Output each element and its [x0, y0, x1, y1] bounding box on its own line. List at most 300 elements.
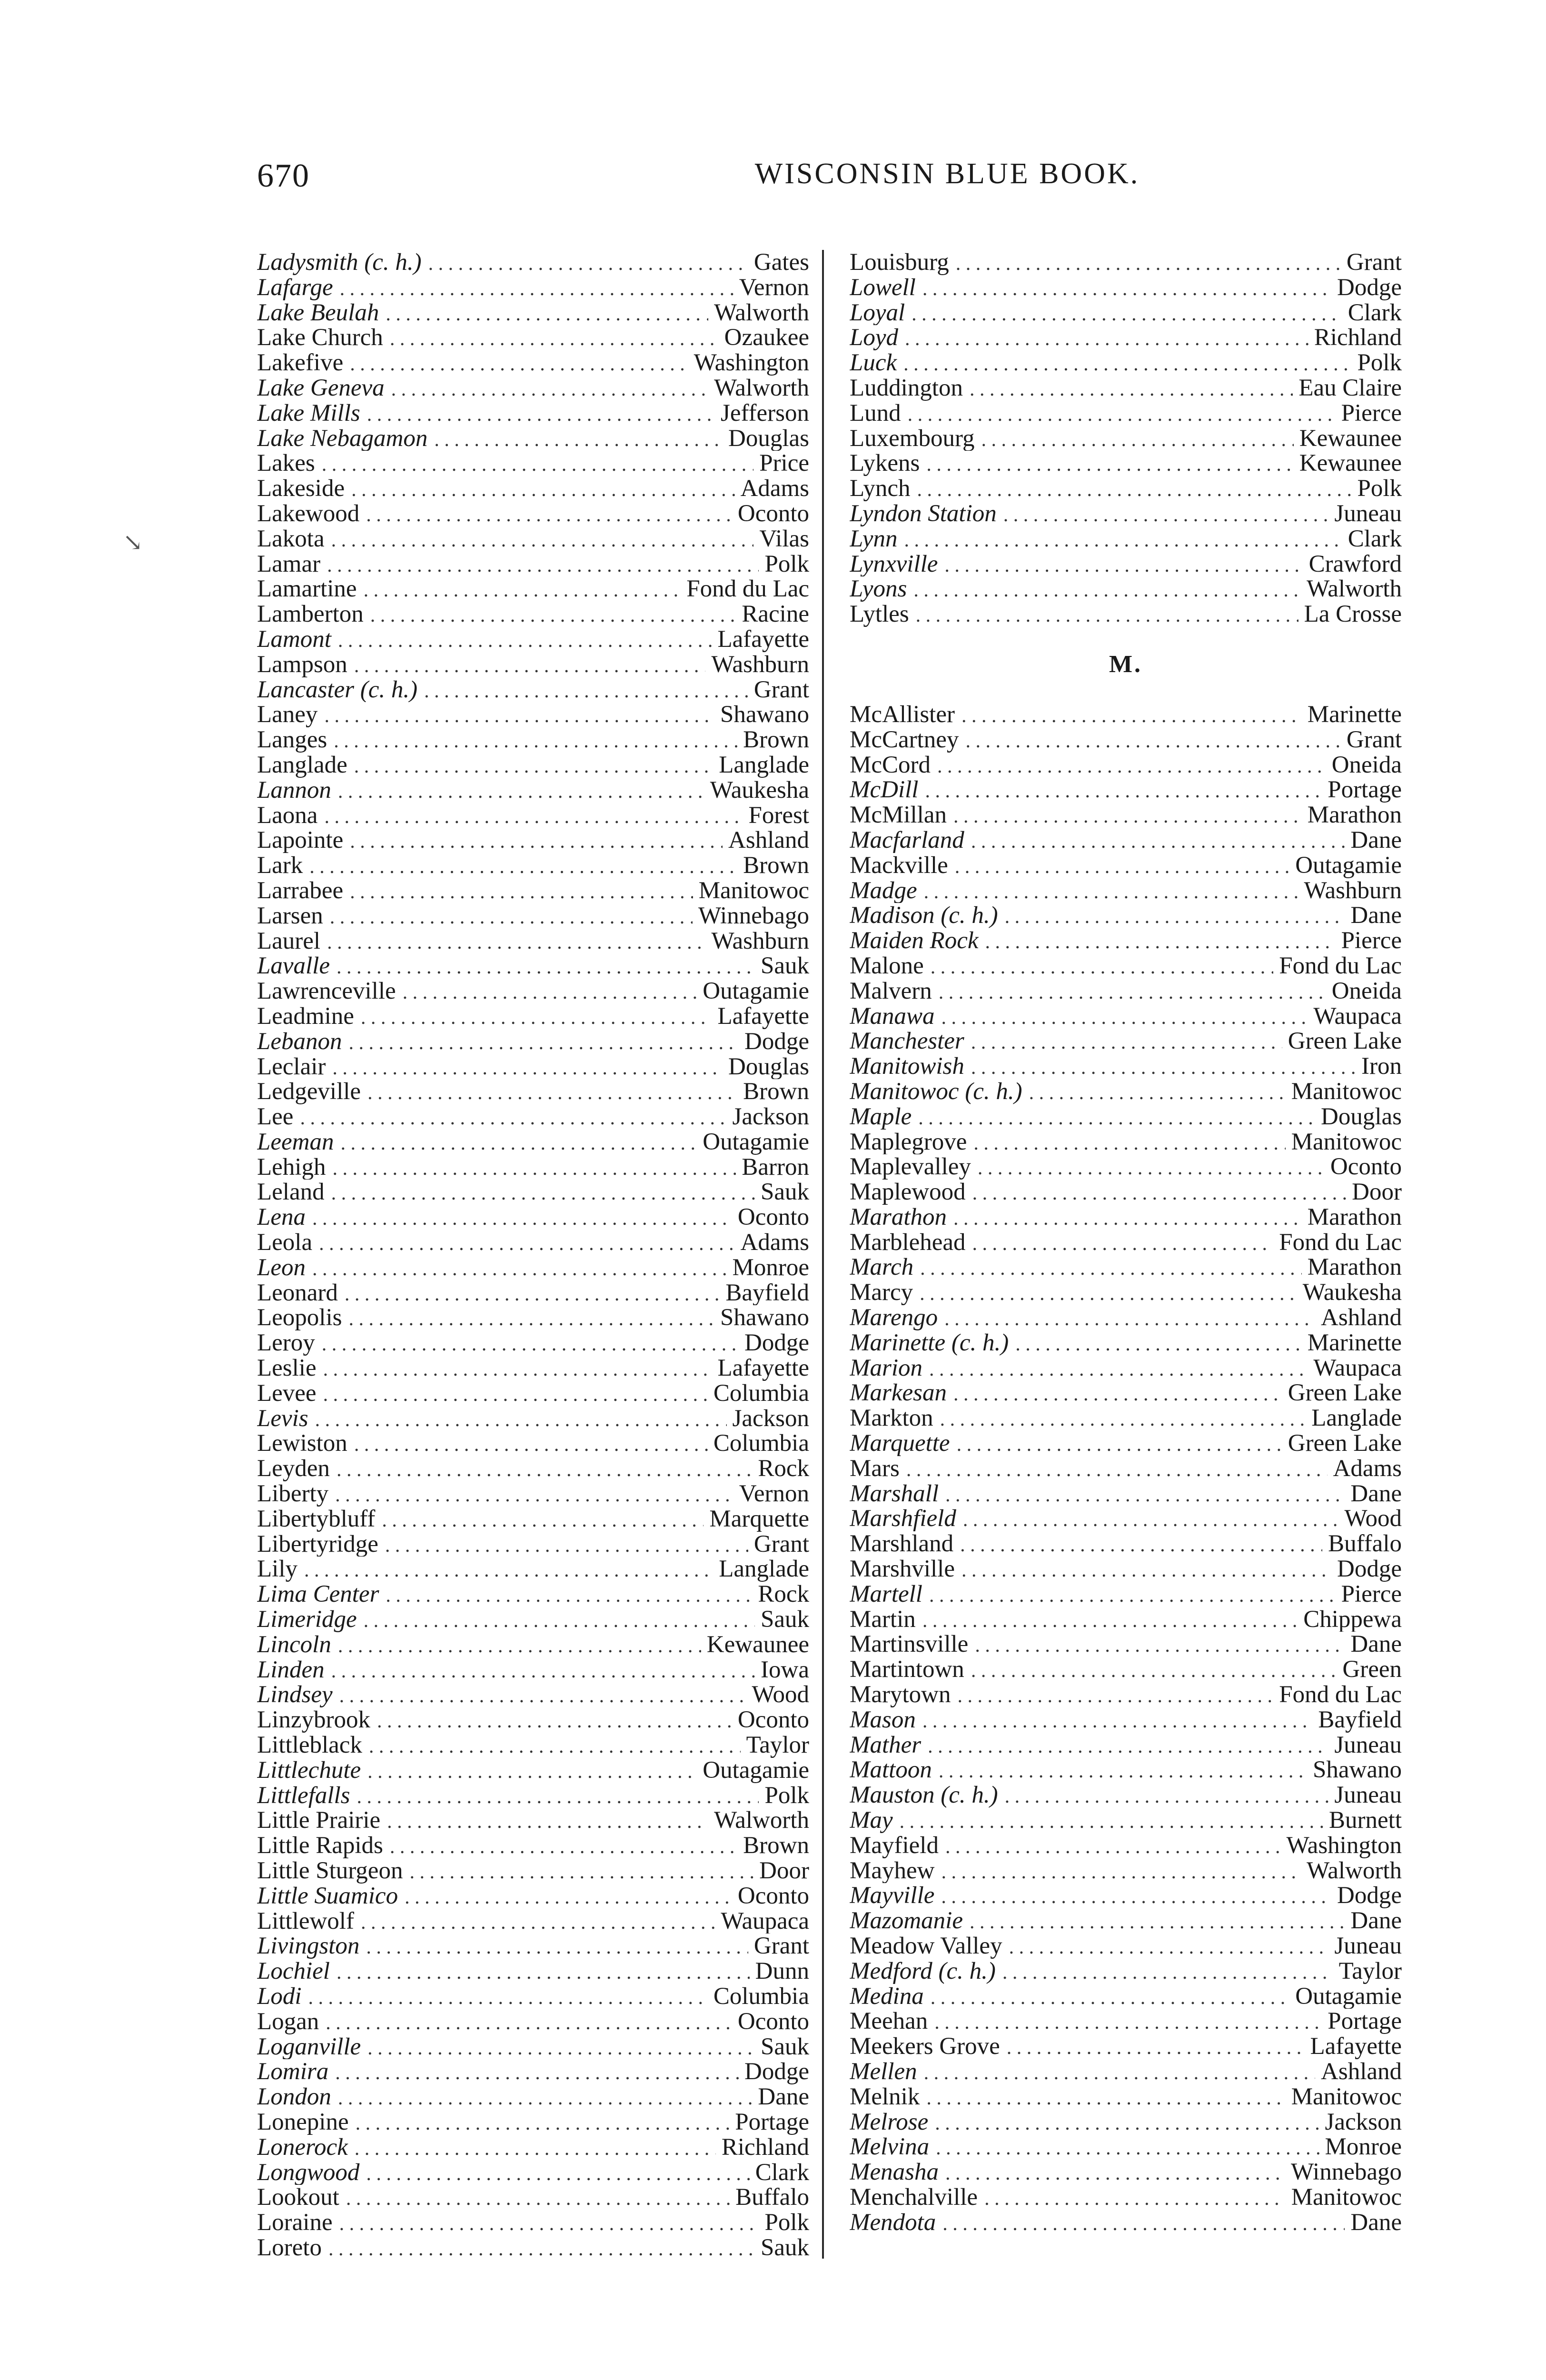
place-name: Lakes: [257, 451, 315, 476]
place-name: Lincoln: [257, 1632, 331, 1657]
gazetteer-entry: [257, 350, 809, 376]
gazetteer-entry: [257, 275, 809, 300]
gazetteer-entry: [257, 1707, 809, 1733]
county-name: Price: [759, 451, 809, 476]
place-name: Lund: [850, 400, 901, 426]
county-name: Green Lake: [1288, 1029, 1402, 1054]
county-name: Ashland: [728, 828, 809, 853]
dot-leader: [929, 1583, 1336, 1607]
place-name: Lima Center: [257, 1582, 379, 1607]
place-name: Lookout: [257, 2185, 339, 2211]
place-name: Loreto: [257, 2235, 322, 2261]
place-name: Mauston (c. h.): [850, 1783, 998, 1808]
place-name: Malvern: [850, 978, 932, 1004]
county-name: Rock: [758, 1582, 809, 1607]
gazetteer-entry: [850, 1582, 1402, 1607]
county-name: Shawano: [720, 1305, 809, 1331]
dot-leader: [354, 754, 714, 778]
dot-leader: [324, 704, 714, 727]
gazetteer-entry: [850, 1230, 1402, 1255]
gazetteer-entry: [850, 1908, 1402, 1934]
county-name: Lafayette: [717, 626, 809, 652]
county-name: Brown: [743, 853, 809, 878]
gazetteer-entry: [850, 702, 1402, 727]
dot-leader: [403, 980, 697, 1004]
place-name: Mattoon: [850, 1757, 932, 1783]
gazetteer-entry: [850, 1356, 1402, 1381]
place-name: Larrabee: [257, 878, 344, 903]
gazetteer-entry: [850, 1255, 1402, 1280]
dot-leader: [390, 327, 719, 350]
place-name: Mackville: [850, 853, 948, 878]
county-name: Bayfield: [1318, 1707, 1402, 1733]
gazetteer-entry: [257, 702, 809, 727]
gazetteer-entry: [257, 727, 809, 753]
dot-leader: [1003, 503, 1329, 526]
dot-leader: [367, 1759, 697, 1783]
dot-leader: [972, 1181, 1347, 1205]
county-name: Jackson: [732, 1104, 809, 1130]
county-name: Dane: [758, 2084, 809, 2110]
gazetteer-entry: [257, 1456, 809, 1481]
place-name: Loyd: [850, 325, 898, 351]
county-name: Dodge: [744, 2059, 809, 2085]
county-name: Green Lake: [1288, 1380, 1402, 1406]
gazetteer-entry: [850, 903, 1402, 928]
place-name: March: [850, 1255, 914, 1280]
county-name: Dane: [1350, 1632, 1402, 1657]
place-name: Luxembourg: [850, 426, 975, 451]
county-name: Oconto: [737, 1883, 809, 1909]
county-name: Racine: [742, 602, 809, 627]
dot-leader: [338, 779, 704, 803]
gazetteer-entry: [850, 1833, 1402, 1858]
gazetteer-entry: [850, 1330, 1402, 1356]
dot-leader: [913, 578, 1301, 602]
page-number: 670: [257, 158, 310, 194]
dot-leader: [339, 2211, 759, 2235]
place-name: Marshfield: [850, 1506, 956, 1532]
dot-leader: [315, 1408, 727, 1431]
place-name: Maplegrove: [850, 1129, 967, 1155]
place-name: Leslie: [257, 1356, 317, 1381]
section-letter-heading: M.: [1109, 650, 1143, 678]
county-name: Columbia: [713, 1983, 809, 2009]
dot-leader: [957, 1684, 1273, 1707]
dot-leader: [1015, 1332, 1302, 1356]
place-name: Manitowoc (c. h.): [850, 1079, 1022, 1104]
gazetteer-entry: [850, 727, 1402, 753]
dot-leader: [409, 1860, 753, 1884]
dot-leader: [346, 2186, 730, 2210]
county-name: Taylor: [746, 1733, 809, 1758]
county-name: Grant: [1346, 727, 1402, 753]
dot-leader: [351, 477, 734, 501]
county-name: Outagamie: [1295, 853, 1402, 878]
dot-leader: [355, 2136, 716, 2160]
county-name: Fond du Lac: [1279, 953, 1402, 979]
county-name: Langlade: [1311, 1406, 1402, 1431]
county-name: Kewaunee: [1299, 451, 1402, 476]
county-name: Richland: [1314, 325, 1402, 351]
county-name: Kewaunee: [1299, 426, 1402, 451]
column-divider: [822, 250, 824, 2259]
county-name: Langlade: [719, 1557, 809, 1582]
county-name: Outagamie: [703, 1129, 809, 1155]
dot-leader: [349, 1031, 739, 1054]
place-name: Lowell: [850, 275, 916, 300]
dot-leader: [348, 1307, 714, 1330]
county-name: Columbia: [713, 1431, 809, 1457]
place-name: Martinsville: [850, 1632, 969, 1657]
gazetteer-entry: [850, 552, 1402, 577]
gazetteer-entry: [850, 451, 1402, 476]
dot-leader: [335, 2061, 739, 2084]
gazetteer-entry: [257, 526, 809, 552]
gazetteer-entry: [850, 1456, 1402, 1481]
dot-leader: [925, 779, 1322, 803]
place-name: Melrose: [850, 2109, 929, 2135]
gazetteer-entry: [257, 878, 809, 903]
gazetteer-entry: [257, 1758, 809, 1783]
county-name: Brown: [743, 727, 809, 753]
dot-leader: [366, 2162, 749, 2185]
dot-leader: [922, 1709, 1313, 1733]
county-name: Dunn: [755, 1959, 809, 1984]
county-name: Dane: [1350, 1481, 1402, 1507]
gazetteer-entry: [850, 275, 1402, 300]
place-name: Larsen: [257, 903, 323, 929]
place-name: Lark: [257, 853, 303, 878]
gazetteer-entry: [257, 1180, 809, 1205]
county-name: Polk: [1357, 476, 1402, 501]
dot-leader: [300, 1106, 726, 1130]
county-name: Marathon: [1307, 803, 1402, 828]
gazetteer-entry: [850, 979, 1402, 1004]
county-name: Vilas: [759, 526, 809, 552]
place-name: Leroy: [257, 1330, 315, 1356]
place-name: Marshall: [850, 1481, 939, 1507]
county-name: La Crosse: [1304, 602, 1402, 627]
dot-leader: [1005, 1784, 1329, 1808]
place-name: Luck: [850, 350, 897, 376]
county-name: Gates: [753, 250, 809, 275]
gazetteer-entry: [257, 1657, 809, 1683]
dot-leader: [926, 452, 1293, 476]
county-name: Manitowoc: [1291, 2184, 1402, 2210]
place-name: Mason: [850, 1707, 916, 1733]
dot-leader: [322, 1332, 739, 1356]
place-name: Marion: [850, 1355, 922, 1381]
gazetteer-entry: [257, 1305, 809, 1330]
place-name: Lake Church: [257, 325, 383, 351]
dot-leader: [971, 1055, 1356, 1079]
county-name: Winnebago: [698, 903, 809, 929]
dot-leader: [364, 1608, 755, 1632]
place-name: Lyndon Station: [850, 501, 997, 526]
gazetteer-entry: [257, 1808, 809, 1833]
place-name: Maiden Rock: [850, 928, 979, 953]
dot-leader: [922, 1608, 1298, 1632]
dot-leader: [920, 1281, 1297, 1305]
county-name: Wood: [1344, 1506, 1402, 1532]
dot-leader: [345, 1282, 720, 1306]
county-name: Bayfield: [725, 1280, 809, 1306]
dot-leader: [340, 1131, 697, 1155]
dot-leader: [972, 1231, 1274, 1255]
dot-leader: [970, 377, 1293, 401]
county-name: Waupaca: [1313, 1355, 1402, 1381]
place-name: Marquette: [850, 1431, 950, 1456]
county-name: Adams: [1333, 1456, 1402, 1481]
county-name: Manitowoc: [1291, 1129, 1402, 1155]
margin-mark: ↘: [123, 529, 143, 555]
dot-leader: [942, 2211, 1345, 2235]
place-name: Lytles: [850, 602, 909, 627]
county-name: Polk: [764, 2210, 809, 2235]
place-name: Lynch: [850, 476, 911, 501]
gazetteer-entry: [257, 1481, 809, 1507]
running-title: WISCONSIN BLUE BOOK.: [754, 158, 1140, 190]
dot-leader: [926, 2086, 1285, 2110]
gazetteer-entry: [257, 2135, 809, 2160]
gazetteer-entry: [257, 325, 809, 350]
gazetteer-entry: [850, 1506, 1402, 1531]
gazetteer-entry: [850, 2084, 1402, 2110]
dot-leader: [917, 477, 1351, 501]
county-name: Grant: [753, 677, 809, 703]
gazetteer-entry: [257, 979, 809, 1004]
dot-leader: [975, 1633, 1345, 1657]
dot-leader: [428, 251, 748, 275]
county-name: Clark: [1348, 526, 1402, 552]
place-name: Libertybluff: [257, 1506, 376, 1532]
dot-leader: [941, 1005, 1308, 1029]
county-name: Adams: [740, 1230, 809, 1255]
dot-leader: [931, 955, 1273, 979]
county-name: Taylor: [1338, 1958, 1402, 1984]
place-name: Lena: [257, 1205, 306, 1230]
county-name: Iowa: [761, 1657, 809, 1683]
county-name: Oconto: [1330, 1154, 1402, 1180]
gazetteer-entry: [257, 1004, 809, 1029]
county-name: Clark: [1348, 300, 1402, 326]
gazetteer-entry: [257, 576, 809, 602]
dot-leader: [953, 1206, 1302, 1230]
gazetteer-entry: [850, 1883, 1402, 1908]
gazetteer-entry: [257, 828, 809, 853]
dot-leader: [434, 427, 723, 451]
dot-leader: [350, 352, 688, 376]
dot-leader: [319, 1231, 734, 1255]
place-name: Longwood: [257, 2160, 360, 2185]
dot-leader: [953, 804, 1302, 828]
gazetteer-entry: [257, 1054, 809, 1080]
place-name: Lapointe: [257, 828, 344, 853]
dot-leader: [335, 1483, 733, 1507]
gazetteer-entry: [257, 2084, 809, 2110]
county-name: Oconto: [737, 1205, 809, 1230]
dot-leader: [939, 980, 1326, 1004]
place-name: Langes: [257, 727, 327, 753]
county-name: Walworth: [714, 1808, 809, 1834]
gazetteer-entry: [850, 2134, 1402, 2160]
gazetteer-entry: [257, 1507, 809, 1532]
gazetteer-entry: [850, 878, 1402, 903]
gazetteer-entry: [257, 501, 809, 526]
county-name: Monroe: [1325, 2134, 1402, 2160]
place-name: Libertyridge: [257, 1531, 378, 1557]
county-name: Manitowoc: [1291, 1079, 1402, 1104]
dot-leader: [918, 1106, 1315, 1130]
county-name: Crawford: [1308, 551, 1402, 577]
dot-leader: [322, 452, 753, 476]
dot-leader: [944, 553, 1303, 577]
gazetteer-entry: [850, 1657, 1402, 1682]
gazetteer-entry: [257, 1079, 809, 1104]
place-name: Lyons: [850, 576, 907, 602]
county-name: Polk: [764, 1783, 809, 1808]
dot-leader: [953, 1382, 1282, 1406]
gazetteer-entry: [257, 2160, 809, 2185]
county-name: Brown: [743, 1079, 809, 1105]
place-name: Mazomanie: [850, 1908, 963, 1934]
gazetteer-entry: [257, 1280, 809, 1306]
gazetteer-entry: [257, 1381, 809, 1406]
county-name: Shawano: [720, 702, 809, 728]
gazetteer-entry: [257, 1557, 809, 1582]
place-name: Markesan: [850, 1380, 947, 1406]
gazetteer-entry: [257, 1532, 809, 1557]
place-name: Lavalle: [257, 953, 330, 979]
gazetteer-entry: [257, 1230, 809, 1255]
county-name: Ashland: [1321, 2059, 1402, 2084]
county-name: Portage: [1328, 777, 1402, 803]
dot-leader: [912, 302, 1342, 326]
dot-leader: [935, 2111, 1319, 2135]
gazetteer-entry: [257, 1783, 809, 1808]
place-name: Lily: [257, 1557, 297, 1582]
gazetteer-entry: [257, 2009, 809, 2034]
place-name: Logan: [257, 2009, 319, 2034]
gazetteer-entry: [257, 1130, 809, 1155]
place-name: Loganville: [257, 2034, 361, 2060]
county-name: Grant: [753, 1531, 809, 1557]
place-name: Luddington: [850, 375, 963, 401]
county-name: Vernon: [739, 1481, 809, 1507]
gazetteer-entry: [850, 325, 1402, 350]
place-name: Laona: [257, 803, 318, 828]
gazetteer-entry: [850, 401, 1402, 426]
county-name: Buffalo: [735, 2185, 809, 2211]
gazetteer-entry: [257, 1406, 809, 1431]
county-name: Dane: [1350, 827, 1402, 853]
l-continuation-list: [850, 250, 1402, 627]
place-name: Mather: [850, 1732, 922, 1758]
place-name: Mayville: [850, 1883, 935, 1909]
gazetteer-entry: [850, 1858, 1402, 1884]
dot-leader: [931, 1985, 1289, 2009]
place-name: Mars: [850, 1456, 900, 1481]
place-name: Medina: [850, 1983, 924, 2009]
dot-leader: [354, 654, 706, 677]
place-name: May: [850, 1808, 893, 1833]
place-name: Manchester: [850, 1029, 964, 1054]
dot-leader: [386, 1583, 752, 1607]
gazetteer-entry: [850, 501, 1402, 526]
place-name: Leonard: [257, 1280, 338, 1306]
place-name: Meehan: [850, 2009, 928, 2034]
gazetteer-entry: [257, 778, 809, 803]
place-name: Meekers Grove: [850, 2034, 1000, 2059]
dot-leader: [386, 302, 708, 326]
county-name: Richland: [721, 2134, 809, 2160]
dot-leader: [339, 1684, 746, 1707]
dot-leader: [960, 1533, 1322, 1557]
dot-leader: [387, 1809, 708, 1833]
place-name: Lake Mills: [257, 400, 360, 426]
dot-leader: [945, 1483, 1345, 1507]
dot-leader: [357, 1785, 759, 1808]
county-name: Oconto: [737, 501, 809, 526]
county-name: Dodge: [1337, 275, 1402, 300]
gazetteer-entry: [850, 1959, 1402, 1984]
dot-leader: [361, 1005, 712, 1029]
dot-leader: [944, 1307, 1315, 1330]
dot-leader: [367, 2036, 755, 2060]
county-name: Washburn: [711, 928, 809, 954]
dot-leader: [973, 1131, 1285, 1155]
gazetteer-entry: [850, 1305, 1402, 1330]
dot-leader: [332, 1056, 723, 1080]
place-name: Leeman: [257, 1129, 334, 1155]
county-name: Marathon: [1307, 1255, 1402, 1280]
dot-leader: [327, 930, 705, 954]
county-name: Walworth: [714, 375, 809, 401]
gazetteer-entry: [850, 2034, 1402, 2059]
dot-leader: [934, 2010, 1322, 2034]
place-name: Loyal: [850, 300, 905, 326]
county-name: Dodge: [1337, 1883, 1402, 1909]
gazetteer-entry: [850, 1481, 1402, 1507]
dot-leader: [908, 402, 1336, 426]
dot-leader: [920, 1256, 1302, 1280]
gazetteer-entry: [257, 250, 809, 275]
page-header: [257, 157, 1546, 200]
left-column: [257, 250, 809, 2261]
county-name: Outagamie: [703, 979, 809, 1004]
dot-leader: [323, 1382, 708, 1406]
place-name: Medford (c. h.): [850, 1958, 996, 1984]
gazetteer-entry: [850, 777, 1402, 803]
dot-leader: [324, 804, 743, 828]
place-name: McAllister: [850, 702, 955, 727]
county-name: Oconto: [737, 2009, 809, 2034]
place-name: Lamberton: [257, 602, 364, 627]
place-name: Marshland: [850, 1531, 954, 1557]
county-name: Grant: [753, 1934, 809, 1959]
gazetteer-entry: [257, 1984, 809, 2009]
place-name: Lamont: [257, 626, 331, 652]
gazetteer-entry: [257, 1431, 809, 1456]
county-name: Green Lake: [1288, 1431, 1402, 1456]
gazetteer-entry: [850, 1707, 1402, 1733]
gazetteer-entry: [257, 2110, 809, 2135]
gazetteer-entry: [850, 753, 1402, 778]
dot-leader: [390, 1835, 737, 1858]
county-name: Door: [759, 1858, 809, 1884]
place-name: Lake Beulah: [257, 300, 379, 326]
